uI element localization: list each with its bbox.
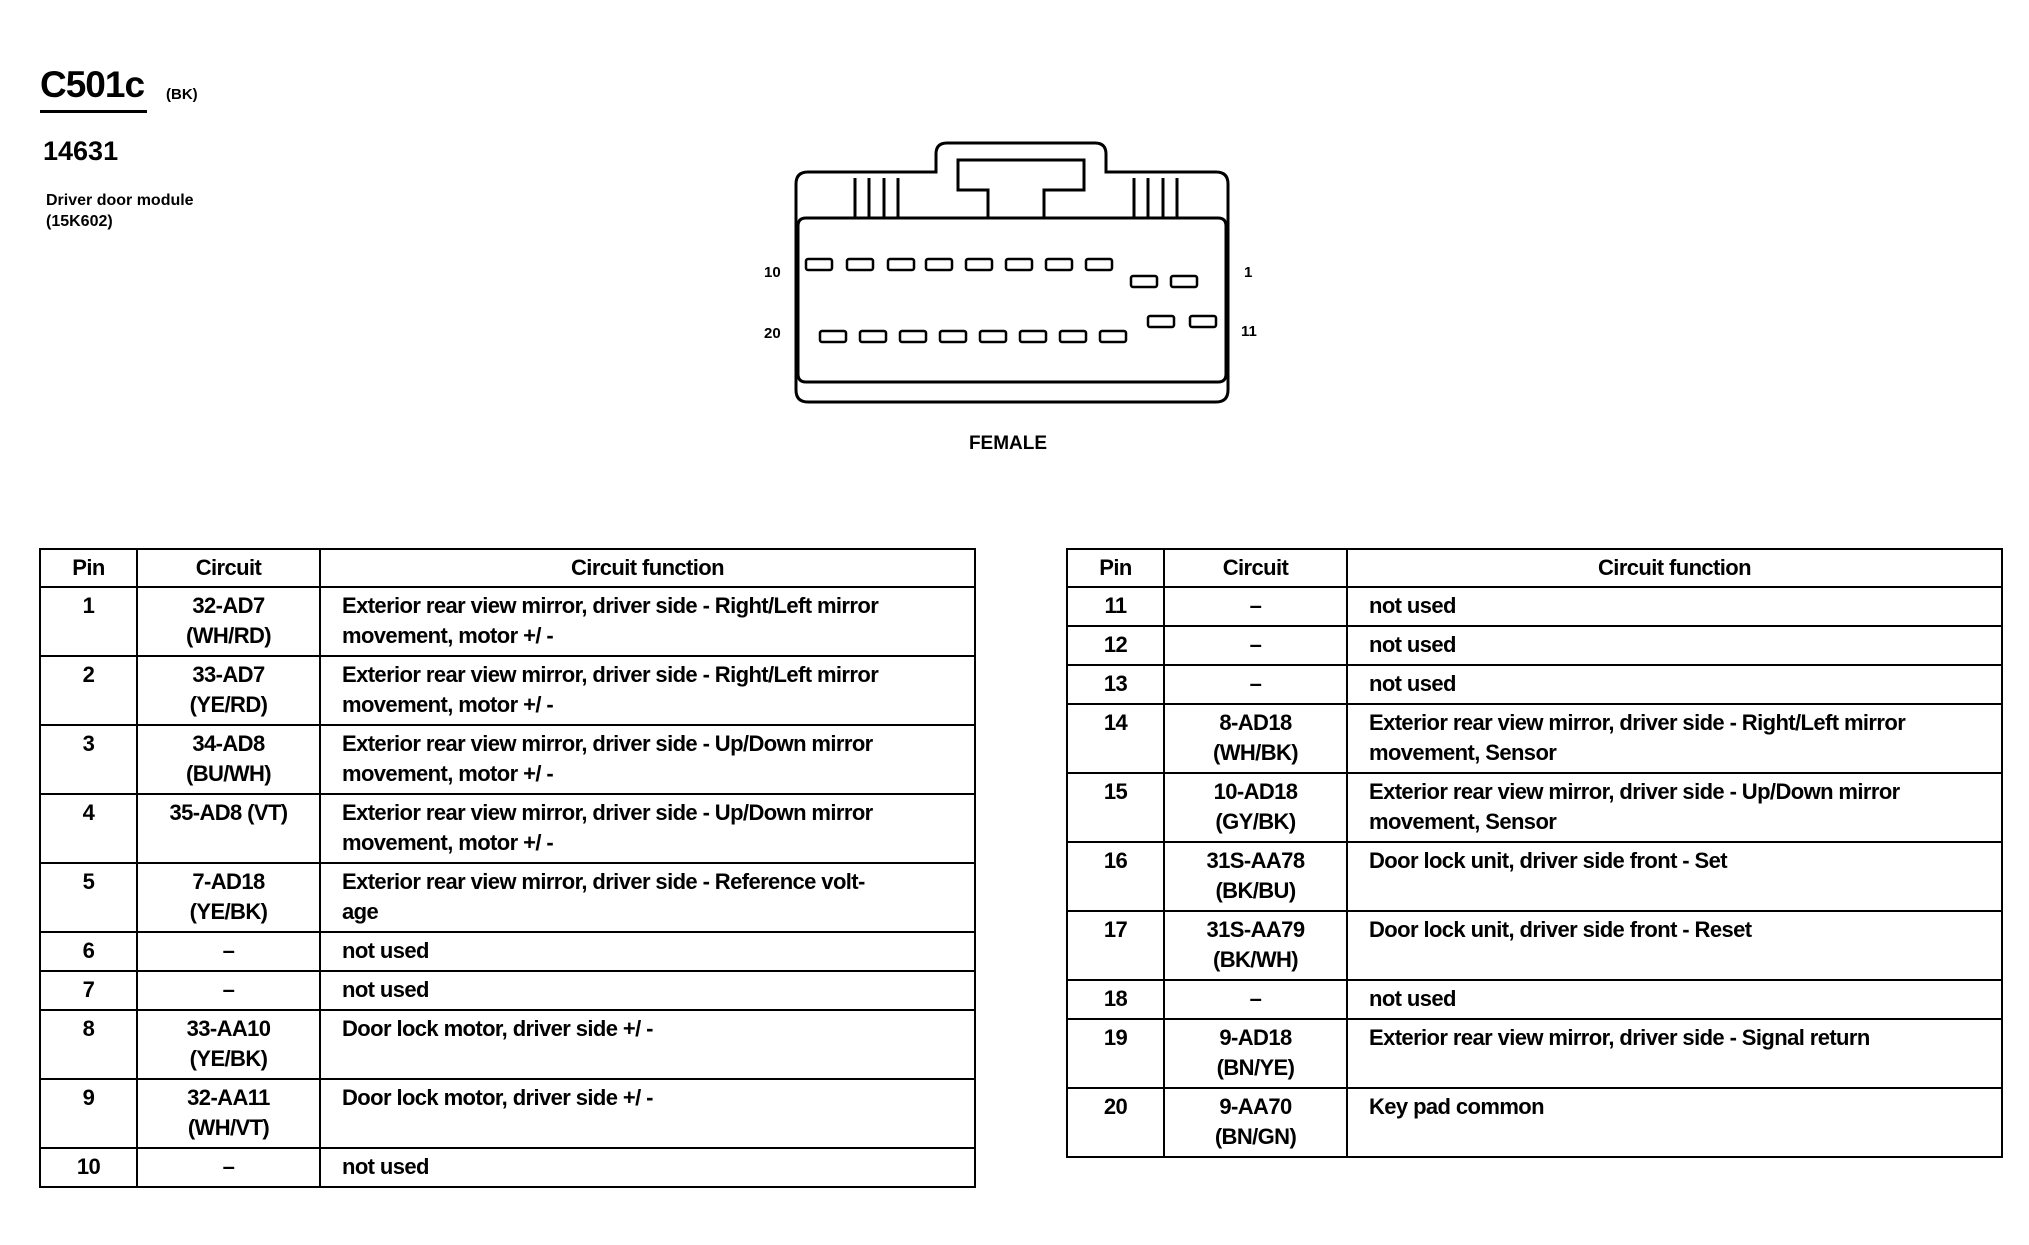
- function-text: movement, motor +/ -: [342, 830, 554, 855]
- pin-number: 6: [40, 932, 137, 971]
- table-header-row: [1067, 549, 2002, 587]
- table-row: [40, 863, 975, 932]
- circuit-code: 32-AD7: [192, 593, 265, 618]
- circuit-cell: [137, 725, 320, 794]
- pin-table-right: [1066, 548, 2003, 1158]
- function-text: Exterior rear view mirror, driver side - Up/Down mirror: [342, 731, 873, 756]
- function-cell: Key pad common: [1347, 1088, 2002, 1157]
- table-row: [40, 656, 975, 725]
- pin-number: 9: [40, 1079, 137, 1148]
- function-cell: [320, 863, 975, 932]
- pin-number: 17: [1067, 911, 1164, 980]
- circuit-cell: –: [1164, 665, 1347, 704]
- circuit-cell: –: [137, 971, 320, 1010]
- pin-table-left: [39, 548, 976, 1188]
- header-pin: Pin: [40, 549, 137, 587]
- pin-label-top-right: 1: [1244, 264, 1253, 281]
- pin-label-top-left: 10: [764, 264, 781, 281]
- function-cell: [1347, 773, 2002, 842]
- function-text: Exterior rear view mirror, driver side - Right/Left mirror: [342, 662, 879, 687]
- circuit-code: 10-AD18: [1213, 779, 1298, 804]
- wire-color: (WH/BK): [1213, 740, 1298, 765]
- circuit-code: 34-AD8: [192, 731, 265, 756]
- function-cell: not used: [320, 932, 975, 971]
- pin-number: 18: [1067, 980, 1164, 1019]
- function-text: movement, Sensor: [1369, 809, 1557, 834]
- circuit-cell: [137, 656, 320, 725]
- connector-face: [798, 218, 1226, 382]
- function-cell: [320, 656, 975, 725]
- circuit-cell: [1164, 842, 1347, 911]
- description-line-2: (15K602): [46, 213, 113, 230]
- circuit-cell: [137, 587, 320, 656]
- circuit-cell: [1164, 704, 1347, 773]
- circuit-cell: [137, 863, 320, 932]
- wire-color: (YE/BK): [189, 1046, 268, 1071]
- table-row: [1067, 704, 2002, 773]
- table-row: [40, 1148, 975, 1187]
- pin-number: 7: [40, 971, 137, 1010]
- pin-number: 13: [1067, 665, 1164, 704]
- table-row: [40, 1010, 975, 1079]
- wire-color: (YE/RD): [189, 692, 268, 717]
- circuit-code: 33-AA10: [186, 1016, 271, 1041]
- circuit-cell: –: [137, 932, 320, 971]
- table-row: [1067, 626, 2002, 665]
- circuit-cell: –: [1164, 980, 1347, 1019]
- function-cell: not used: [1347, 626, 2002, 665]
- function-cell: Exterior rear view mirror, driver side - Signal return: [1347, 1019, 2002, 1088]
- pin-label-bottom-right: 11: [1241, 323, 1257, 340]
- table-header-row: [40, 549, 975, 587]
- function-text: Exterior rear view mirror, driver side - Reference volt-: [342, 869, 865, 894]
- function-cell: [320, 587, 975, 656]
- function-cell: not used: [1347, 980, 2002, 1019]
- circuit-cell: [1164, 1019, 1347, 1088]
- function-text: Exterior rear view mirror, driver side - Up/Down mirror: [1369, 779, 1900, 804]
- circuit-cell: [137, 794, 320, 863]
- function-text: movement, motor +/ -: [342, 623, 554, 648]
- table-row: [40, 794, 975, 863]
- table-row: [1067, 665, 2002, 704]
- function-cell: [320, 725, 975, 794]
- wire-color: (BN/GN): [1214, 1124, 1297, 1149]
- wire-color: (BU/WH): [186, 761, 271, 786]
- wire-color: (GY/BK): [1215, 809, 1296, 834]
- circuit-code: 33-AD7: [192, 662, 265, 687]
- function-cell: not used: [1347, 665, 2002, 704]
- wire-color: (WH/VT): [187, 1115, 270, 1140]
- function-cell: not used: [320, 971, 975, 1010]
- wire-color: (BN/YE): [1216, 1055, 1295, 1080]
- function-text: Exterior rear view mirror, driver side - Right/Left mirror: [342, 593, 879, 618]
- table-row: [1067, 980, 2002, 1019]
- pin-number: 11: [1067, 587, 1164, 626]
- table-row: [40, 725, 975, 794]
- table-row: [1067, 842, 2002, 911]
- function-cell: Door lock unit, driver side front - Reset: [1347, 911, 2002, 980]
- circuit-code: 31S-AA79: [1206, 917, 1305, 942]
- function-text: movement, motor +/ -: [342, 761, 554, 786]
- circuit-code: 8-AD18: [1219, 710, 1292, 735]
- circuit-cell: –: [137, 1148, 320, 1187]
- pin-number: 10: [40, 1148, 137, 1187]
- wire-color: (BK/BU): [1215, 878, 1296, 903]
- circuit-cell: [137, 1079, 320, 1148]
- circuit-code: 35-AD8 (VT): [169, 800, 288, 825]
- wire-color: (WH/RD): [186, 623, 271, 648]
- function-text: movement, Sensor: [1369, 740, 1557, 765]
- function-cell: Door lock motor, driver side +/ -: [320, 1079, 975, 1148]
- function-text: age: [342, 899, 379, 924]
- table-row: [40, 1079, 975, 1148]
- header-pin: Pin: [1067, 549, 1164, 587]
- header-function: Circuit function: [1347, 549, 2002, 587]
- table-row: [1067, 1019, 2002, 1088]
- circuit-code: 9-AD18: [1219, 1025, 1292, 1050]
- function-text: movement, motor +/ -: [342, 692, 554, 717]
- pin-label-bottom-left: 20: [764, 325, 781, 342]
- function-cell: Door lock unit, driver side front - Set: [1347, 842, 2002, 911]
- circuit-cell: [1164, 773, 1347, 842]
- pin-number: 8: [40, 1010, 137, 1079]
- description-line-1: Driver door module: [46, 192, 194, 209]
- circuit-cell: –: [1164, 626, 1347, 665]
- connector-color: (BK): [166, 86, 198, 103]
- pin-number: 12: [1067, 626, 1164, 665]
- pin-number: 1: [40, 587, 137, 656]
- circuit-cell: [137, 1010, 320, 1079]
- circuit-cell: [1164, 1088, 1347, 1157]
- header-function: Circuit function: [320, 549, 975, 587]
- pin-number: 19: [1067, 1019, 1164, 1088]
- pin-number: 5: [40, 863, 137, 932]
- table-row: [1067, 773, 2002, 842]
- pin-number: 14: [1067, 704, 1164, 773]
- header-circuit: Circuit: [1164, 549, 1347, 587]
- table-row: [40, 587, 975, 656]
- table-row: [40, 932, 975, 971]
- circuit-cell: –: [1164, 587, 1347, 626]
- function-cell: not used: [320, 1148, 975, 1187]
- part-number: 14631: [43, 136, 119, 166]
- header-circuit: Circuit: [137, 549, 320, 587]
- wire-color: (YE/BK): [189, 899, 268, 924]
- connector-cavities: [806, 259, 1216, 342]
- circuit-code: 9-AA70: [1219, 1094, 1292, 1119]
- wire-color: (BK/WH): [1213, 947, 1298, 972]
- connector-id: C501c: [40, 64, 145, 105]
- function-cell: [1347, 704, 2002, 773]
- circuit-code: 7-AD18: [192, 869, 265, 894]
- circuit-cell: [1164, 911, 1347, 980]
- circuit-code: 32-AA11: [187, 1085, 270, 1110]
- function-cell: [320, 794, 975, 863]
- pin-number: 15: [1067, 773, 1164, 842]
- pin-number: 20: [1067, 1088, 1164, 1157]
- pin-number: 16: [1067, 842, 1164, 911]
- table-row: [1067, 1088, 2002, 1157]
- table-row: [1067, 911, 2002, 980]
- table-row: [40, 971, 975, 1010]
- circuit-code: 31S-AA78: [1206, 848, 1305, 873]
- function-text: Exterior rear view mirror, driver side - Up/Down mirror: [342, 800, 873, 825]
- gender-label: FEMALE: [968, 433, 1048, 454]
- function-text: Exterior rear view mirror, driver side - Right/Left mirror: [1369, 710, 1906, 735]
- connector-latch: [958, 160, 1084, 218]
- pin-number: 2: [40, 656, 137, 725]
- function-cell: not used: [1347, 587, 2002, 626]
- table-row: [1067, 587, 2002, 626]
- pin-number: 4: [40, 794, 137, 863]
- function-cell: Door lock motor, driver side +/ -: [320, 1010, 975, 1079]
- pin-number: 3: [40, 725, 137, 794]
